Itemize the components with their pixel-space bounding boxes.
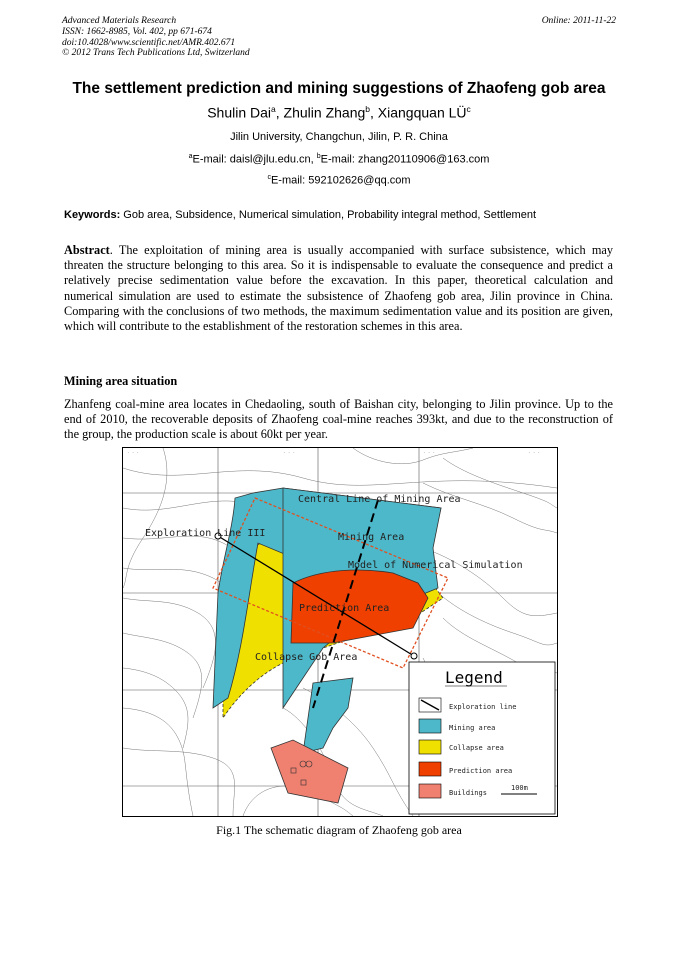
buildings-area [271,740,348,803]
legend-swatch-collapse [419,740,441,754]
paper-title: The settlement prediction and mining suggestions of Zhaofeng gob area [72,80,606,97]
grid-ticks [127,450,540,455]
abstract-text: . The exploitation of mining area is usually accompanied with surface subsistence, which may threaten the structure belonging to this area. So it is indispensable to evaluate the consequence and predict a relatively precise sedimentation value before the excavation. In this paper, theoretical calculation and numerical simulation are used to estimate the subsistence of Zhaofeng gob area, Jilin province in China. Comparing with the conclusions of two methods, the maximum sedimentation value and its position are given, which will contribute to the establishment of the restoration schemes in this area. [64,243,613,334]
svg-text:· · ·: · · · [528,450,541,455]
label-exploration-line: Exploration Line III [145,528,266,539]
legend-item-exploration: Exploration line [449,703,517,711]
author-name: Xiangquan LÜ [377,104,467,121]
map-svg [123,448,557,816]
label-model: Model of Numerical Simulation [348,560,523,571]
exploration-end-marker [411,653,417,659]
author-sup: a [271,104,276,114]
legend-swatch-buildings [419,784,441,798]
issn-line: ISSN: 1662-8985, Vol. 402, pp 671-674 [62,26,212,37]
email-c[interactable]: E-mail: 592102626@qq.com [270,174,411,187]
keywords-label: Keywords: [64,209,121,221]
author-sup: b [365,104,370,114]
keywords-text: Gob area, Subsidence, Numerical simulation, Probability integral method, Settlement [120,209,537,221]
journal-name: Advanced Materials Research [62,16,177,26]
email-line-1 [0,153,678,166]
legend-item-buildings: Buildings [449,789,487,797]
online-date: Online: 2011-11-22 [541,16,616,26]
legend [409,662,555,814]
affiliation: Jilin University, Changchun, Jilin, P. R. China [230,131,448,143]
figure-map [122,447,558,817]
svg-text:· · ·: · · · [127,450,140,455]
label-collapse: Collapse Gob Area [255,652,358,663]
figure-caption: Fig.1 The schematic diagram of Zhaofeng gob area [216,823,462,837]
section-heading: Mining area situation [64,374,178,388]
label-central-line: Central Line of Mining Area [298,494,461,505]
legend-title: Legend [445,668,503,687]
mining-area-south [303,678,353,753]
author-sep: , [275,104,284,121]
abstract [64,243,613,334]
email-b[interactable]: E-mail: zhang20110906@163.com [320,153,490,166]
label-mining-area: Mining Area [338,532,405,543]
legend-swatch-mining [419,719,441,733]
abstract-label: Abstract [64,243,110,257]
keywords [64,209,536,221]
author-sup: c [466,104,471,114]
legend-item-collapse: Collapse area [449,744,504,752]
legend-swatch-prediction [419,762,441,776]
journal-header [62,16,250,59]
author-name: Zhulin Zhang [283,104,366,121]
legend-item-prediction: Prediction area [449,767,513,775]
doi-line: doi:10.4028/www.scientific.net/AMR.402.671 [62,37,236,48]
section-text: Zhanfeng coal-mine area locates in Chedaoling, south of Baishan city, belonging to Jilin province. Up to the end of 2010, the recoverable deposits of Zhaofeng coal-mine reaches 393kt, and due to the reconstruction of the group, the production scale is about 60kt per year. [64,397,613,442]
copyright-line: © 2012 Trans Tech Publications Ltd, Switzerland [62,48,250,59]
author-list [0,104,678,121]
email-sup: b [316,153,321,160]
svg-text:· · ·: · · · [423,450,436,455]
author-name: Shulin Dai [207,104,272,121]
email-line-2 [0,174,678,187]
svg-text:· · ·: · · · [283,450,296,455]
legend-item-mining: Mining area [449,724,496,732]
email-a[interactable]: E-mail: daisl@jlu.edu.cn, [192,153,317,166]
legend-scale-label: 100m [511,784,528,792]
author-sep: , [370,104,378,121]
email-sup: c [267,174,271,181]
label-prediction: Prediction Area [299,603,390,614]
email-sup: a [188,153,193,160]
